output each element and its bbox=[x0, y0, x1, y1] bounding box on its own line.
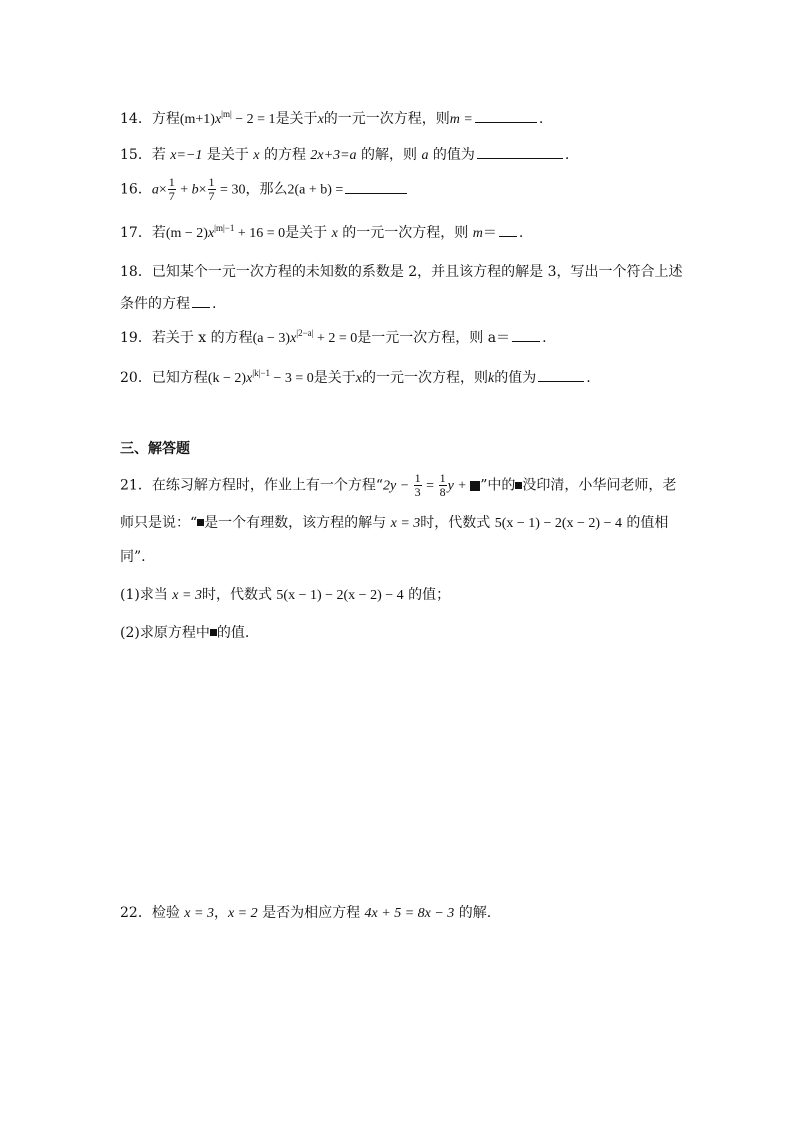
question-21 bbox=[120, 472, 676, 499]
question-text: 同”. bbox=[120, 549, 146, 565]
question-text: 方程 bbox=[151, 111, 180, 127]
math-expression: (k − 2) bbox=[207, 371, 247, 386]
fraction-numerator: 1 bbox=[208, 175, 215, 189]
question-17 bbox=[120, 222, 523, 243]
question-16 bbox=[120, 176, 409, 203]
math-variable: b bbox=[191, 182, 199, 198]
question-number: 21． bbox=[120, 477, 152, 494]
black-square-icon bbox=[470, 481, 480, 491]
question-text: 检验 bbox=[151, 905, 185, 921]
math-expression: y + bbox=[447, 478, 471, 494]
punctuation: . bbox=[586, 370, 591, 386]
math-variable: x bbox=[355, 371, 362, 386]
question-text: 时，代数式 bbox=[420, 515, 495, 531]
fraction bbox=[414, 472, 422, 499]
question-text: 若 bbox=[151, 147, 171, 163]
answer-blank[interactable] bbox=[192, 293, 210, 308]
fraction-denominator: 7 bbox=[208, 189, 215, 203]
math-expression: 5(x − 1) − 2(x − 2) − 4 bbox=[276, 588, 404, 603]
math-operator: × bbox=[158, 182, 167, 198]
question-number: 17． bbox=[120, 225, 152, 241]
question-text: ，那么 bbox=[245, 181, 288, 198]
question-20 bbox=[120, 367, 591, 388]
question-number: 22． bbox=[120, 905, 152, 921]
question-text: 时，代数式 bbox=[201, 587, 277, 603]
question-text: 的一元一次方程，则 bbox=[323, 111, 450, 127]
math-expression: 2y − bbox=[382, 478, 413, 494]
question-18-continued bbox=[120, 293, 216, 313]
question-text: 的值为 bbox=[494, 370, 537, 386]
punctuation: . bbox=[212, 296, 217, 312]
question-text: 的值为 bbox=[428, 147, 475, 163]
question-text: 若 bbox=[151, 225, 166, 241]
math-operator: = bbox=[422, 478, 438, 494]
question-text: 是一元一次方程，则 a＝ bbox=[357, 330, 511, 346]
fraction bbox=[439, 472, 447, 499]
question-text: ＝ bbox=[482, 225, 497, 241]
question-text: 的解. bbox=[454, 905, 492, 921]
math-variable: x bbox=[207, 226, 215, 241]
math-expression: x = 3 bbox=[184, 906, 214, 921]
math-expression: − 2 = 1 bbox=[231, 112, 276, 127]
math-variable: k bbox=[487, 371, 495, 386]
answer-blank[interactable] bbox=[499, 222, 517, 237]
math-exponent: |m|−1 bbox=[214, 223, 235, 233]
question-text: 的解，则 bbox=[356, 147, 422, 163]
answer-blank[interactable] bbox=[512, 327, 540, 342]
math-expression: (a − 3) bbox=[252, 331, 291, 346]
math-expression: − 3 = 0 bbox=[269, 371, 314, 386]
math-expression: = 30 bbox=[216, 182, 246, 198]
question-text: ”中的 bbox=[480, 477, 516, 494]
question-21-part-2 bbox=[120, 624, 249, 642]
question-number: 16． bbox=[120, 181, 152, 198]
question-text: 已知方程 bbox=[151, 370, 208, 386]
punctuation: . bbox=[518, 225, 524, 241]
answer-blank[interactable] bbox=[538, 367, 584, 382]
question-21-continued bbox=[120, 548, 146, 566]
math-variable: m = bbox=[449, 112, 473, 127]
question-number: 18． bbox=[120, 264, 152, 280]
question-text: 若关于 x 的方程 bbox=[151, 330, 253, 346]
answer-blank[interactable] bbox=[477, 144, 563, 159]
question-text: 的一元一次方程，则 bbox=[337, 225, 473, 241]
math-exponent: |m| bbox=[221, 109, 232, 119]
math-expression: + 16 = 0 bbox=[234, 226, 286, 241]
math-variable: a bbox=[151, 182, 159, 198]
question-text: 条件的方程 bbox=[120, 296, 190, 312]
math-operator: + bbox=[176, 182, 192, 198]
math-variable: m bbox=[472, 226, 483, 241]
question-text: 的值； bbox=[403, 587, 451, 603]
question-text: 是关于 bbox=[275, 111, 318, 127]
black-square-icon bbox=[210, 629, 217, 636]
question-19 bbox=[120, 327, 547, 348]
punctuation: . bbox=[542, 330, 547, 346]
math-expression: x = 3 bbox=[172, 588, 202, 603]
question-18 bbox=[120, 263, 683, 281]
fraction-denominator: 8 bbox=[439, 485, 446, 499]
question-21-part-1 bbox=[120, 586, 450, 605]
question-21-continued bbox=[120, 514, 668, 533]
question-text: 的一元一次方程，则 bbox=[361, 370, 488, 386]
question-text: 师只是说：“ bbox=[120, 515, 198, 531]
math-expression: 5(x − 1) − 2(x − 2) − 4 bbox=[494, 516, 622, 531]
question-text: 在练习解方程时，作业上有一个方程“ bbox=[151, 477, 383, 494]
question-text: 已知某个一元一次方程的未知数的系数是 2，并且该方程的解是 3，写出一个符合上述 bbox=[151, 264, 683, 280]
fraction-numerator: 1 bbox=[168, 175, 175, 189]
math-variable: x bbox=[331, 226, 338, 241]
fraction-numerator: 1 bbox=[414, 471, 421, 485]
fraction bbox=[168, 176, 176, 203]
math-expression: (m − 2) bbox=[165, 226, 208, 241]
fraction-denominator: 7 bbox=[168, 189, 175, 203]
question-number: 20． bbox=[120, 370, 152, 386]
math-expression: + 2 = 0 bbox=[313, 331, 358, 346]
math-variable: x bbox=[253, 148, 260, 163]
fraction-numerator: 1 bbox=[439, 471, 446, 485]
math-expression: 2x+3=a bbox=[310, 148, 357, 163]
question-text: 是否为相应方程 bbox=[257, 905, 365, 921]
answer-blank[interactable] bbox=[345, 179, 407, 194]
math-expression: x = 2 bbox=[227, 906, 258, 921]
math-variable: x bbox=[317, 112, 324, 127]
math-variable: x bbox=[246, 371, 253, 386]
punctuation: . bbox=[538, 111, 544, 127]
fraction bbox=[208, 176, 216, 203]
question-text: 是关于 bbox=[202, 147, 254, 163]
math-expression: x = 3 bbox=[390, 516, 421, 531]
section-heading: 三、解答题 bbox=[120, 441, 190, 457]
question-text: (2)求原方程中 bbox=[120, 625, 210, 641]
question-text: 的值相 bbox=[621, 515, 669, 531]
math-variable: x bbox=[290, 331, 297, 346]
math-exponent: |k|−1 bbox=[252, 368, 270, 378]
question-text: (1)求当 bbox=[120, 587, 173, 603]
punctuation: ， bbox=[213, 905, 228, 921]
question-number: 14． bbox=[120, 111, 152, 127]
question-text: 是关于 bbox=[313, 370, 356, 386]
question-text: 没印清，小华问老师，老 bbox=[522, 477, 677, 494]
math-operator: × bbox=[198, 182, 207, 198]
answer-blank[interactable] bbox=[475, 108, 537, 123]
question-number: 15． bbox=[120, 147, 152, 163]
math-expression: (m+1) bbox=[179, 112, 215, 127]
question-15 bbox=[120, 144, 569, 165]
fraction-denominator: 3 bbox=[414, 485, 421, 499]
math-expression: 2(a + b) = bbox=[287, 182, 344, 198]
math-variable: a bbox=[421, 148, 429, 163]
math-variable: x bbox=[214, 112, 222, 127]
question-number: 19． bbox=[120, 330, 152, 346]
math-expression: x=−1 bbox=[170, 148, 203, 163]
question-14 bbox=[120, 108, 543, 129]
question-text: 的方程 bbox=[259, 147, 311, 163]
question-text: 是关于 bbox=[285, 225, 332, 241]
question-22 bbox=[120, 904, 491, 923]
question-text: 的值. bbox=[216, 625, 250, 641]
math-expression: 4x + 5 = 8x − 3 bbox=[364, 906, 455, 921]
question-text: 是一个有理数，该方程的解与 bbox=[204, 515, 391, 531]
punctuation: . bbox=[564, 147, 570, 163]
math-exponent: |2−a| bbox=[296, 328, 314, 338]
